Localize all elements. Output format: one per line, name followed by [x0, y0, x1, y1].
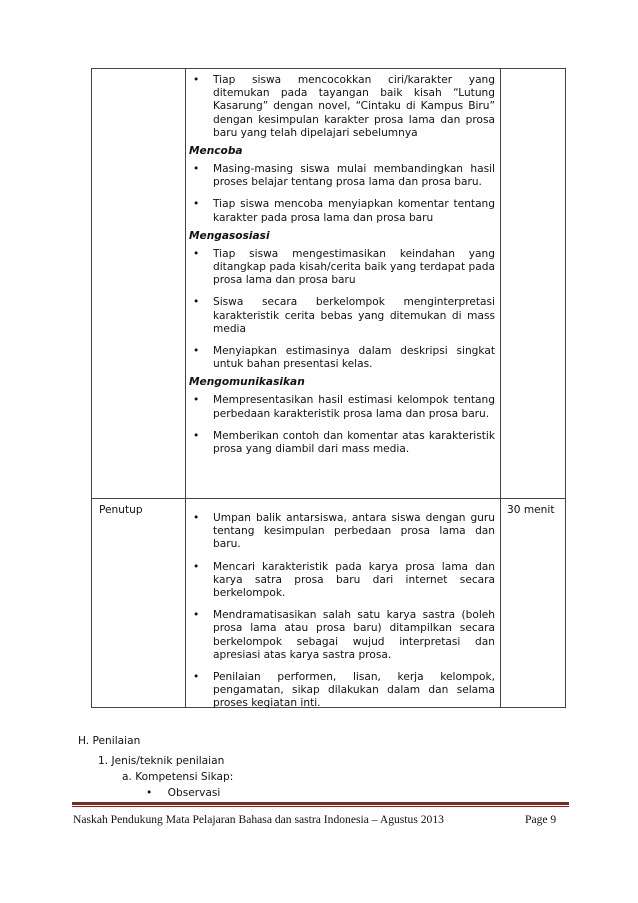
list-item: • Memberikan contoh dan komentar atas karakteristik prosa yang diambil dari mass media.	[189, 430, 495, 456]
list-item: • Tiap siswa mencoba menyiapkan komentar tentang karakter pada prosa lama dan prosa baru	[189, 198, 495, 224]
footer-page-number: Page 9	[525, 813, 557, 826]
table-border-left	[91, 68, 92, 708]
footer-rule-thin	[72, 806, 569, 807]
table-border-right	[565, 68, 566, 708]
footer-document-title: Naskah Pendukung Mata Pelajaran Bahasa dan sastra Indonesia – Agustus 2013	[73, 813, 444, 826]
table-column-divider-1	[185, 68, 186, 708]
table-row-divider	[91, 498, 566, 499]
lesson-activity-table	[91, 68, 566, 708]
penutup-time: 30 menit	[507, 504, 555, 516]
section-heading-penilaian: H. Penilaian	[78, 735, 141, 747]
bullet-mark: •	[146, 787, 153, 799]
mengomunikasikan-bullet-list	[189, 394, 495, 456]
footer-rule-thick	[72, 802, 569, 805]
penutup-activities-cell	[189, 512, 495, 720]
list-item: • Umpan balik antarsiswa, antara siswa dengan guru tentang kesimpulan perbedaan prosa lama dan baru.	[189, 512, 495, 552]
penutup-label: Penutup	[99, 504, 143, 516]
table-border-top	[91, 68, 566, 69]
list-item: • Penilaian performen, lisan, kerja kelompok, pengamatan, sikap dilakukan dalam dan selama proses kegiatan inti.	[189, 671, 495, 711]
observation-bullet	[146, 786, 220, 800]
activities-cell	[189, 74, 495, 465]
step-heading-mencoba: Mencoba	[189, 145, 243, 158]
observation-label: Observasi	[167, 787, 221, 799]
list-item: • Mempresentasikan hasil estimasi kelompok tentang perbedaan karakteristik prosa lama dan prosa baru.	[189, 394, 495, 420]
step-heading-mengomunikasikan: Mengomunikasikan	[189, 376, 305, 389]
list-item: • Tiap siswa mengestimasikan keindahan yang ditangkap pada kisah/cerita baik yang terdapat pada prosa lama dan prosa baru	[189, 248, 495, 288]
list-item: • Mencari karakteristik pada karya prosa lama dan karya satra prosa baru dari internet secara berkelompok.	[189, 561, 495, 601]
list-item: • Mendramatisasikan salah satu karya sastra (boleh prosa lama atau prosa baru) ditampilkan secara berkelompok sebagai wujud interpretasi dan apresiasi atas karya sastra prosa.	[189, 609, 495, 662]
assessment-type-item: 1. Jenis/teknik penilaian	[98, 755, 225, 767]
mencoba-bullet-list	[189, 163, 495, 225]
intro-bullet-list	[189, 74, 495, 140]
list-item: • Tiap siswa mencocokkan ciri/karakter yang ditemukan pada tayangan baik kisah “Lutung Kasarung” dengan novel, “Cintaku di Kampus Biru” dengan kesimpulan karakter prosa lama dan prosa baru yang telah dipelajari sebelumnya	[189, 74, 495, 140]
penutup-bullet-list	[189, 512, 495, 711]
list-item: • Masing-masing siswa mulai membandingkan hasil proses belajar tentang prosa lama dan prosa baru.	[189, 163, 495, 189]
table-column-divider-2	[500, 68, 501, 708]
list-item: • Menyiapkan estimasinya dalam deskripsi singkat untuk bahan presentasi kelas.	[189, 345, 495, 371]
attitude-competency-item: a. Kompetensi Sikap:	[122, 771, 234, 783]
list-item: • Siswa secara berkelompok menginterpretasi karakteristik cerita bebas yang ditemukan di mass media	[189, 296, 495, 336]
mengasosiasi-bullet-list	[189, 248, 495, 372]
step-heading-mengasosiasi: Mengasosiasi	[189, 229, 270, 242]
